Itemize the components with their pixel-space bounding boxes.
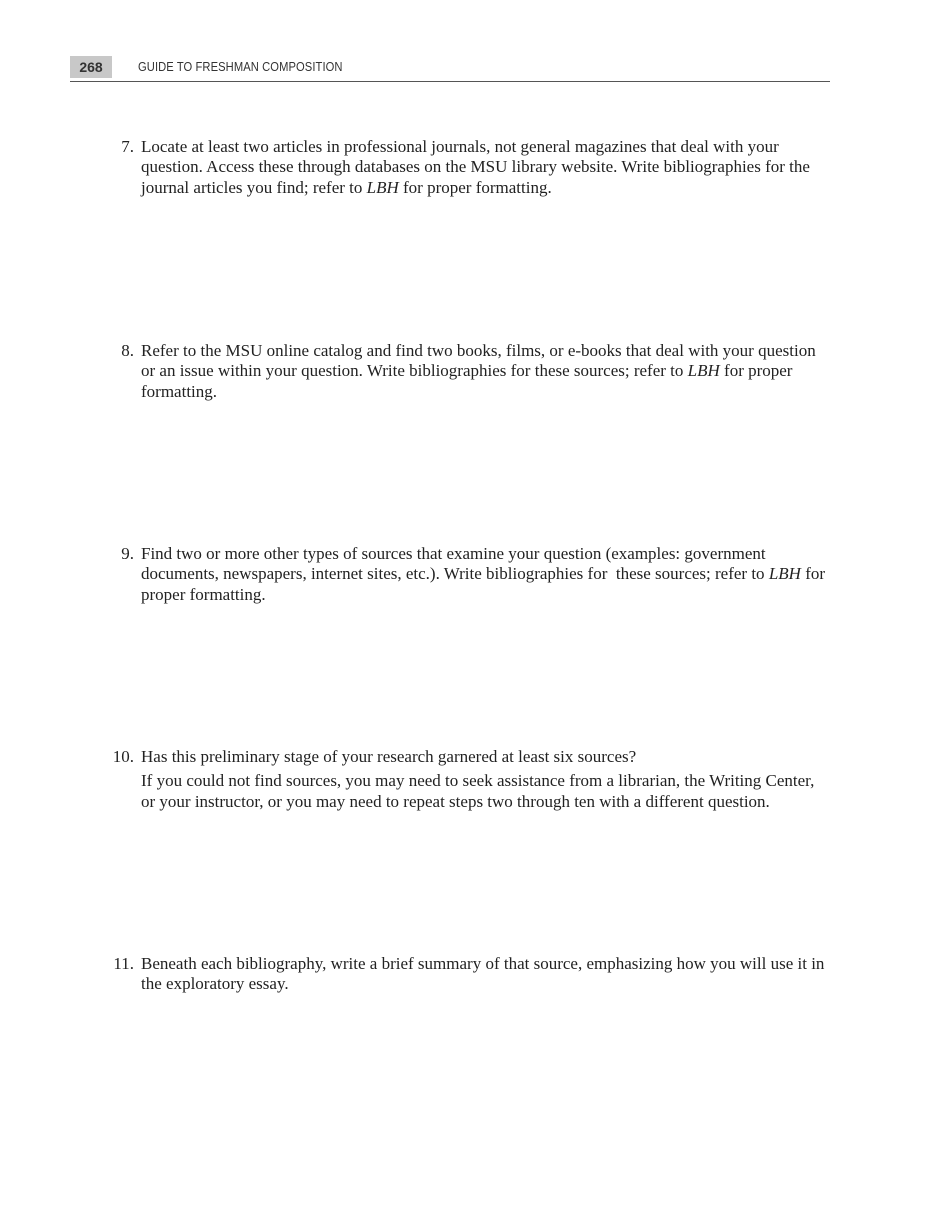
- text-line: the exploratory essay.: [141, 974, 289, 994]
- item-text: [141, 544, 841, 605]
- list-item-10: [104, 747, 844, 812]
- page-header: [70, 56, 830, 82]
- lbh-reference: LBH: [768, 564, 801, 584]
- lbh-reference: LBH: [687, 361, 720, 381]
- text-line: Find two or more other types of sources that examine your question (examples: government: [141, 544, 766, 563]
- item-text: [141, 137, 841, 198]
- followup-text: [141, 771, 841, 812]
- item-text: [141, 747, 841, 812]
- list-item-11: [104, 954, 844, 995]
- text-line: Beneath each bibliography, write a brief summary of that source, emphasizing how you will use it in: [141, 954, 825, 973]
- text-line: [141, 361, 841, 381]
- list-item-9: [104, 544, 844, 605]
- page-number: 268: [70, 56, 112, 78]
- text-line: proper formatting.: [141, 584, 266, 604]
- running-head: GUIDE TO FRESHMAN COMPOSITION: [138, 59, 343, 74]
- text-line: question. Access these through databases on the MSU library website. Write bibliographies for the: [141, 157, 810, 177]
- text-span: for proper formatting.: [398, 177, 552, 197]
- text-span: journal articles you find; refer to: [141, 177, 367, 197]
- text-span: for: [800, 564, 826, 584]
- text-line: [141, 178, 841, 198]
- text-line: [141, 564, 841, 584]
- question-text: Has this preliminary stage of your research garnered at least six sources?: [141, 747, 637, 766]
- text-line: or your instructor, or you may need to repeat steps two through ten with a different question.: [141, 791, 770, 811]
- text-span: documents, newspapers, internet sites, etc.). Write bibliographies for these sources; refer to: [141, 564, 769, 584]
- list-item-7: [104, 137, 844, 198]
- item-number: 8.: [121, 341, 134, 360]
- item-number: 7.: [121, 137, 134, 156]
- text-line: If you could not find sources, you may need to seek assistance from a librarian, the Writing Center,: [141, 771, 815, 791]
- item-number: 9.: [121, 544, 134, 563]
- text-span: for proper: [719, 361, 793, 381]
- item-text: [141, 954, 841, 995]
- item-number: 11.: [113, 954, 134, 973]
- text-line: formatting.: [141, 381, 218, 401]
- lbh-reference: LBH: [366, 177, 399, 197]
- text-line: Locate at least two articles in professional journals, not general magazines that deal with your: [141, 137, 779, 156]
- item-text: [141, 341, 841, 402]
- text-span: or an issue within your question. Write bibliographies for these sources; refer to: [141, 361, 688, 381]
- list-item-8: [104, 341, 844, 402]
- text-line: Refer to the MSU online catalog and find two books, films, or e-books that deal with your question: [141, 341, 816, 360]
- item-number: 10.: [112, 747, 134, 766]
